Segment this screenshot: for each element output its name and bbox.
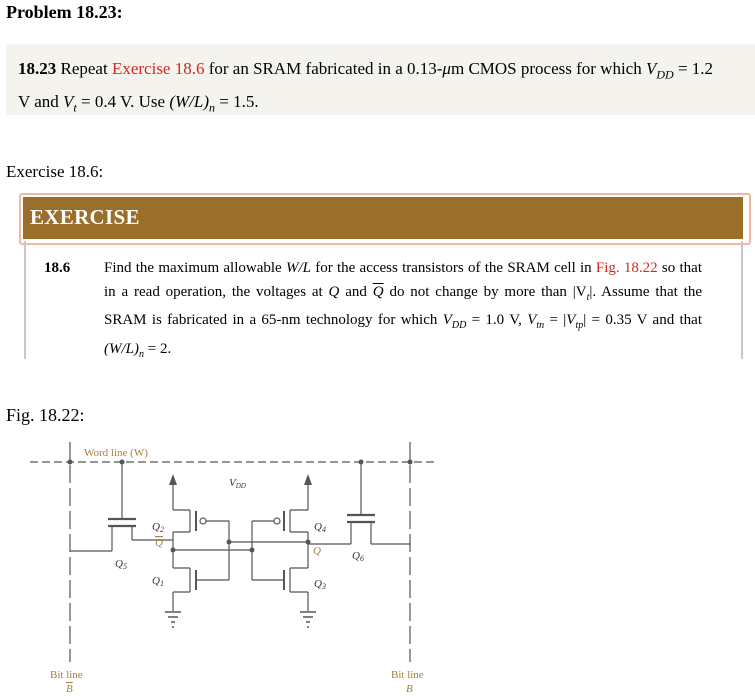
word-line-junction-left (120, 460, 125, 465)
transistor-q3 (252, 532, 308, 611)
bit-line-right-junction (408, 460, 413, 465)
q6-label: Q6 (352, 550, 364, 563)
q2-label: Q2 (152, 521, 164, 534)
figure-label: Fig. 18.22: (6, 405, 85, 425)
transistor-q2 (173, 484, 229, 532)
q1-label: Q1 (152, 575, 164, 588)
transistor-q1 (173, 532, 229, 611)
node-qbar-dot (171, 548, 176, 553)
word-line-junction-right (359, 460, 364, 465)
vdd-arrow-left-icon (169, 474, 177, 485)
vdd-arrow-right-icon (304, 474, 312, 485)
exercise-text: Find the maximum allowable W/L for the access transistors of the SRAM cell in Fig. 18.22 so that in a read operation, the voltages at Q and $\overline{Q}$ do not change by more than $|V_t|$. Assume that the SRAM is fabricated in a 65-nm technology for which $V_{DD} = 1.0$ V, $V_{tn} = |V_{tp}| = 0.35$ V and that $(W/L)_n = 2$. (104, 260, 703, 360)
q4-label: Q4 (314, 521, 326, 534)
bit-line-right-symbol: B (406, 683, 413, 695)
ground-left-icon (165, 612, 181, 627)
vdd-label: VDD (229, 477, 246, 490)
q3-label: Q3 (314, 578, 326, 591)
problem-number: 18.23 (18, 59, 57, 78)
figure-link[interactable]: Fig. 18.22 (595, 260, 658, 276)
exercise-link[interactable]: Exercise 18.6 (111, 59, 205, 78)
bit-line-right-label: Bit line (391, 669, 424, 681)
node-q-dot (306, 540, 311, 545)
bit-line-left-junction (68, 460, 73, 465)
word-line-label: Word line (W) (84, 447, 148, 459)
transistor-q4 (252, 484, 308, 532)
node-q-dot-left (227, 540, 232, 545)
node-qbar-label: Q (155, 537, 163, 549)
exercise-number: 18.6 (44, 260, 71, 276)
problem-title: Problem 18.23: (6, 2, 123, 22)
node-qbar-dot-right (250, 548, 255, 553)
exercise-label: Exercise 18.6: (6, 162, 104, 181)
ground-right-icon (300, 612, 316, 627)
node-q-label: Q (313, 545, 321, 557)
problem-statement: 18.23 Repeat Exercise 18.6 for an SRAM fabricated in a 0.13-μm CMOS process for which $V_{DD} = 1.2$ V and $V_t = 0.4$ V. Use $(W/L)_n = 1.5$. (18, 59, 714, 115)
bit-line-left-symbol: B (66, 683, 73, 695)
q5-label: Q5 (115, 558, 127, 571)
bit-line-left-label: Bit line (50, 669, 83, 681)
exercise-header: EXERCISE (23, 197, 743, 239)
